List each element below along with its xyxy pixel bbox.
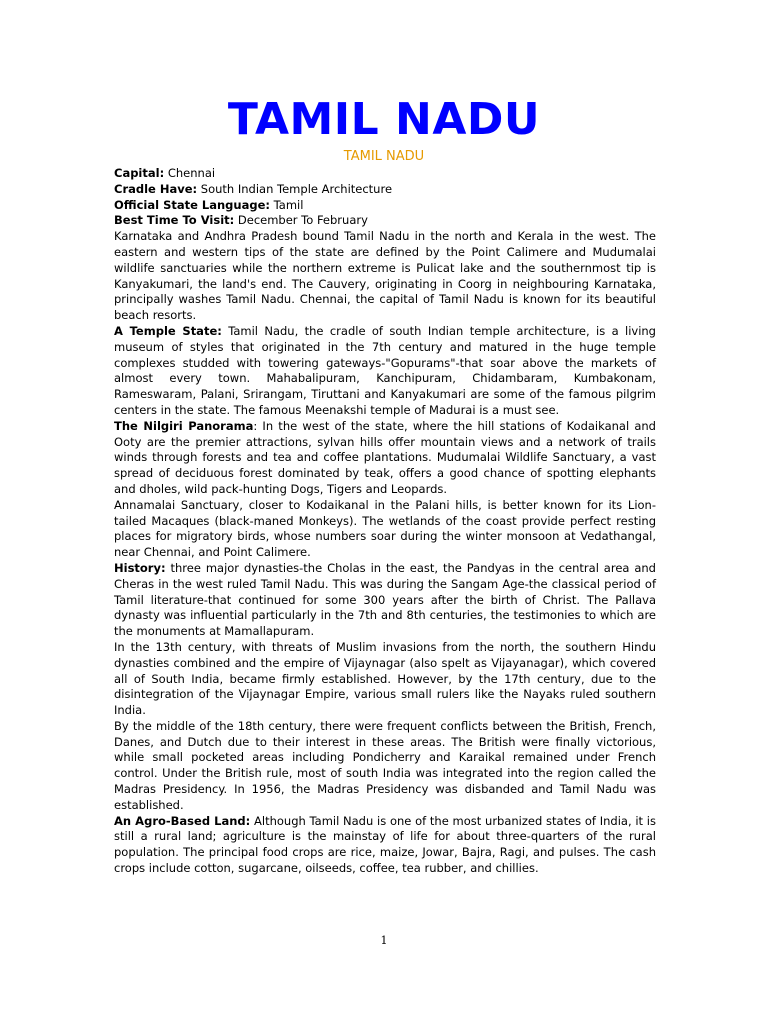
history-paragraph <box>114 561 656 640</box>
fact-label: Capital: <box>114 166 165 180</box>
century18-paragraph: By the middle of the 18th century, there were frequent conflicts between the British, French, Danes, and Dutch due to their interest in these areas. The British were finally victorious, while small pocketed areas including Pondicherry and Karaikal remained under French control. Under the British rule, most of south India was integrated into the region called the Madras Presidency. In 1956, the Madras Presidency was disbanded and Tamil Nadu was established. <box>114 718 656 812</box>
agro-paragraph <box>114 814 656 877</box>
nilgiri-paragraph <box>114 419 656 498</box>
section-label: A Temple State: <box>114 323 222 338</box>
century13-paragraph: In the 13th century, with threats of Muslim invasions from the north, the southern Hindu dynasties combined and the empire of Vijaynagar (also spelt as Vijayanagar), which covered all of South India, became firmly established. However, by the 17th century, due to the disintegration of the Vijaynagar Empire, various small rulers like the Nayaks ruled southern India. <box>114 639 656 718</box>
section-label: An Agro-Based Land: <box>114 813 251 828</box>
fact-value: Chennai <box>164 166 216 180</box>
fact-value: Tamil <box>270 197 304 212</box>
fact-label: Best Time To Visit: <box>114 213 235 228</box>
fact-cradle <box>114 182 656 198</box>
section-label: History: <box>114 560 166 575</box>
fact-label: Official State Language: <box>114 197 270 212</box>
intro-paragraph: Karnataka and Andhra Pradesh bound Tamil Nadu in the north and Kerala in the west. The eastern and western tips of the state are defined by the Point Calimere and Mudumalai wildlife sanctuaries while the northern extreme is Pulicat lake and the southernmost tip is Kanyakumari, the land's end. The Cauvery, originating in Coorg in neighbouring Karnataka, principally washes Tamil Nadu. Chennai, the capital of Tamil Nadu is known for its beautiful beach resorts. <box>114 229 656 323</box>
fact-label: Cradle Have: <box>114 181 198 196</box>
section-text: three major dynasties-the Cholas in the east, the Pandyas in the central area and Cheras in the west ruled Tamil Nadu. This was during the Sangam Age-the classical period of Tamil literature-that continued for some 300 years after the birth of Christ. The Pallava dynasty was influential particularly in the 7th and 8th centuries, the testimonies to which are the monuments at Mamallapuram. <box>114 560 656 639</box>
fact-best-time <box>114 213 656 229</box>
fact-language <box>114 198 656 214</box>
fact-value: South Indian Temple Architecture <box>197 181 393 196</box>
section-label: The Nilgiri Panorama <box>114 418 254 433</box>
page-number: 1 <box>380 934 388 947</box>
page-title: TAMIL NADU <box>227 94 541 145</box>
section-text: Although Tamil Nadu is one of the most urbanized states of India, it is still a rural land; agriculture is the mainstay of life for about three-quarters of the rural population. The principal food crops are rice, maize, Jowar, Bajra, Ragi, and pulses. The cash crops include cotton, sugarcane, oilseeds, coffee, tea rubber, and chillies. <box>114 813 656 876</box>
section-text: Tamil Nadu, the cradle of south Indian temple architecture, is a living museum of styles that originated in the 7th century and matured in the huge temple complexes studded with towering gateways-"Gopurams"-that soar above the markets of almost every town. Mahabalipuram, Kanchipuram, Chidambaram, Kumbakonam, Rameswaram, Palani, Srirangam, Tiruttani and Kanyakumari are some of the famous pilgrim centers in the state. The famous Meenakshi temple of Madurai is a must see. <box>114 323 656 417</box>
temple-paragraph <box>114 324 656 419</box>
fact-capital <box>114 166 656 182</box>
fact-value: December To February <box>234 213 368 228</box>
document-body <box>114 166 656 877</box>
page-subtitle: TAMIL NADU <box>343 149 425 164</box>
section-text: : In the west of the state, where the hill stations of Kodaikanal and Ooty are the premier attractions, sylvan hills offer mountain views and a network of trails winds through forests and tea and coffee plantations. Mudumalai Wildlife Sanctuary, a vast spread of deciduous forest dominated by teak, offers a good chance of spotting elephants and dholes, wild pack-hunting Dogs, Tigers and Leopards. <box>114 418 656 496</box>
annamalai-paragraph: Annamalai Sanctuary, closer to Kodaikanal in the Palani hills, is better known for its Lion-tailed Macaques (black-maned Monkeys). The wetlands of the coast provide perfect resting places for migratory birds, whose numbers soar during the winter monsoon at Vedathangal, near Chennai, and Point Calimere. <box>114 497 656 560</box>
